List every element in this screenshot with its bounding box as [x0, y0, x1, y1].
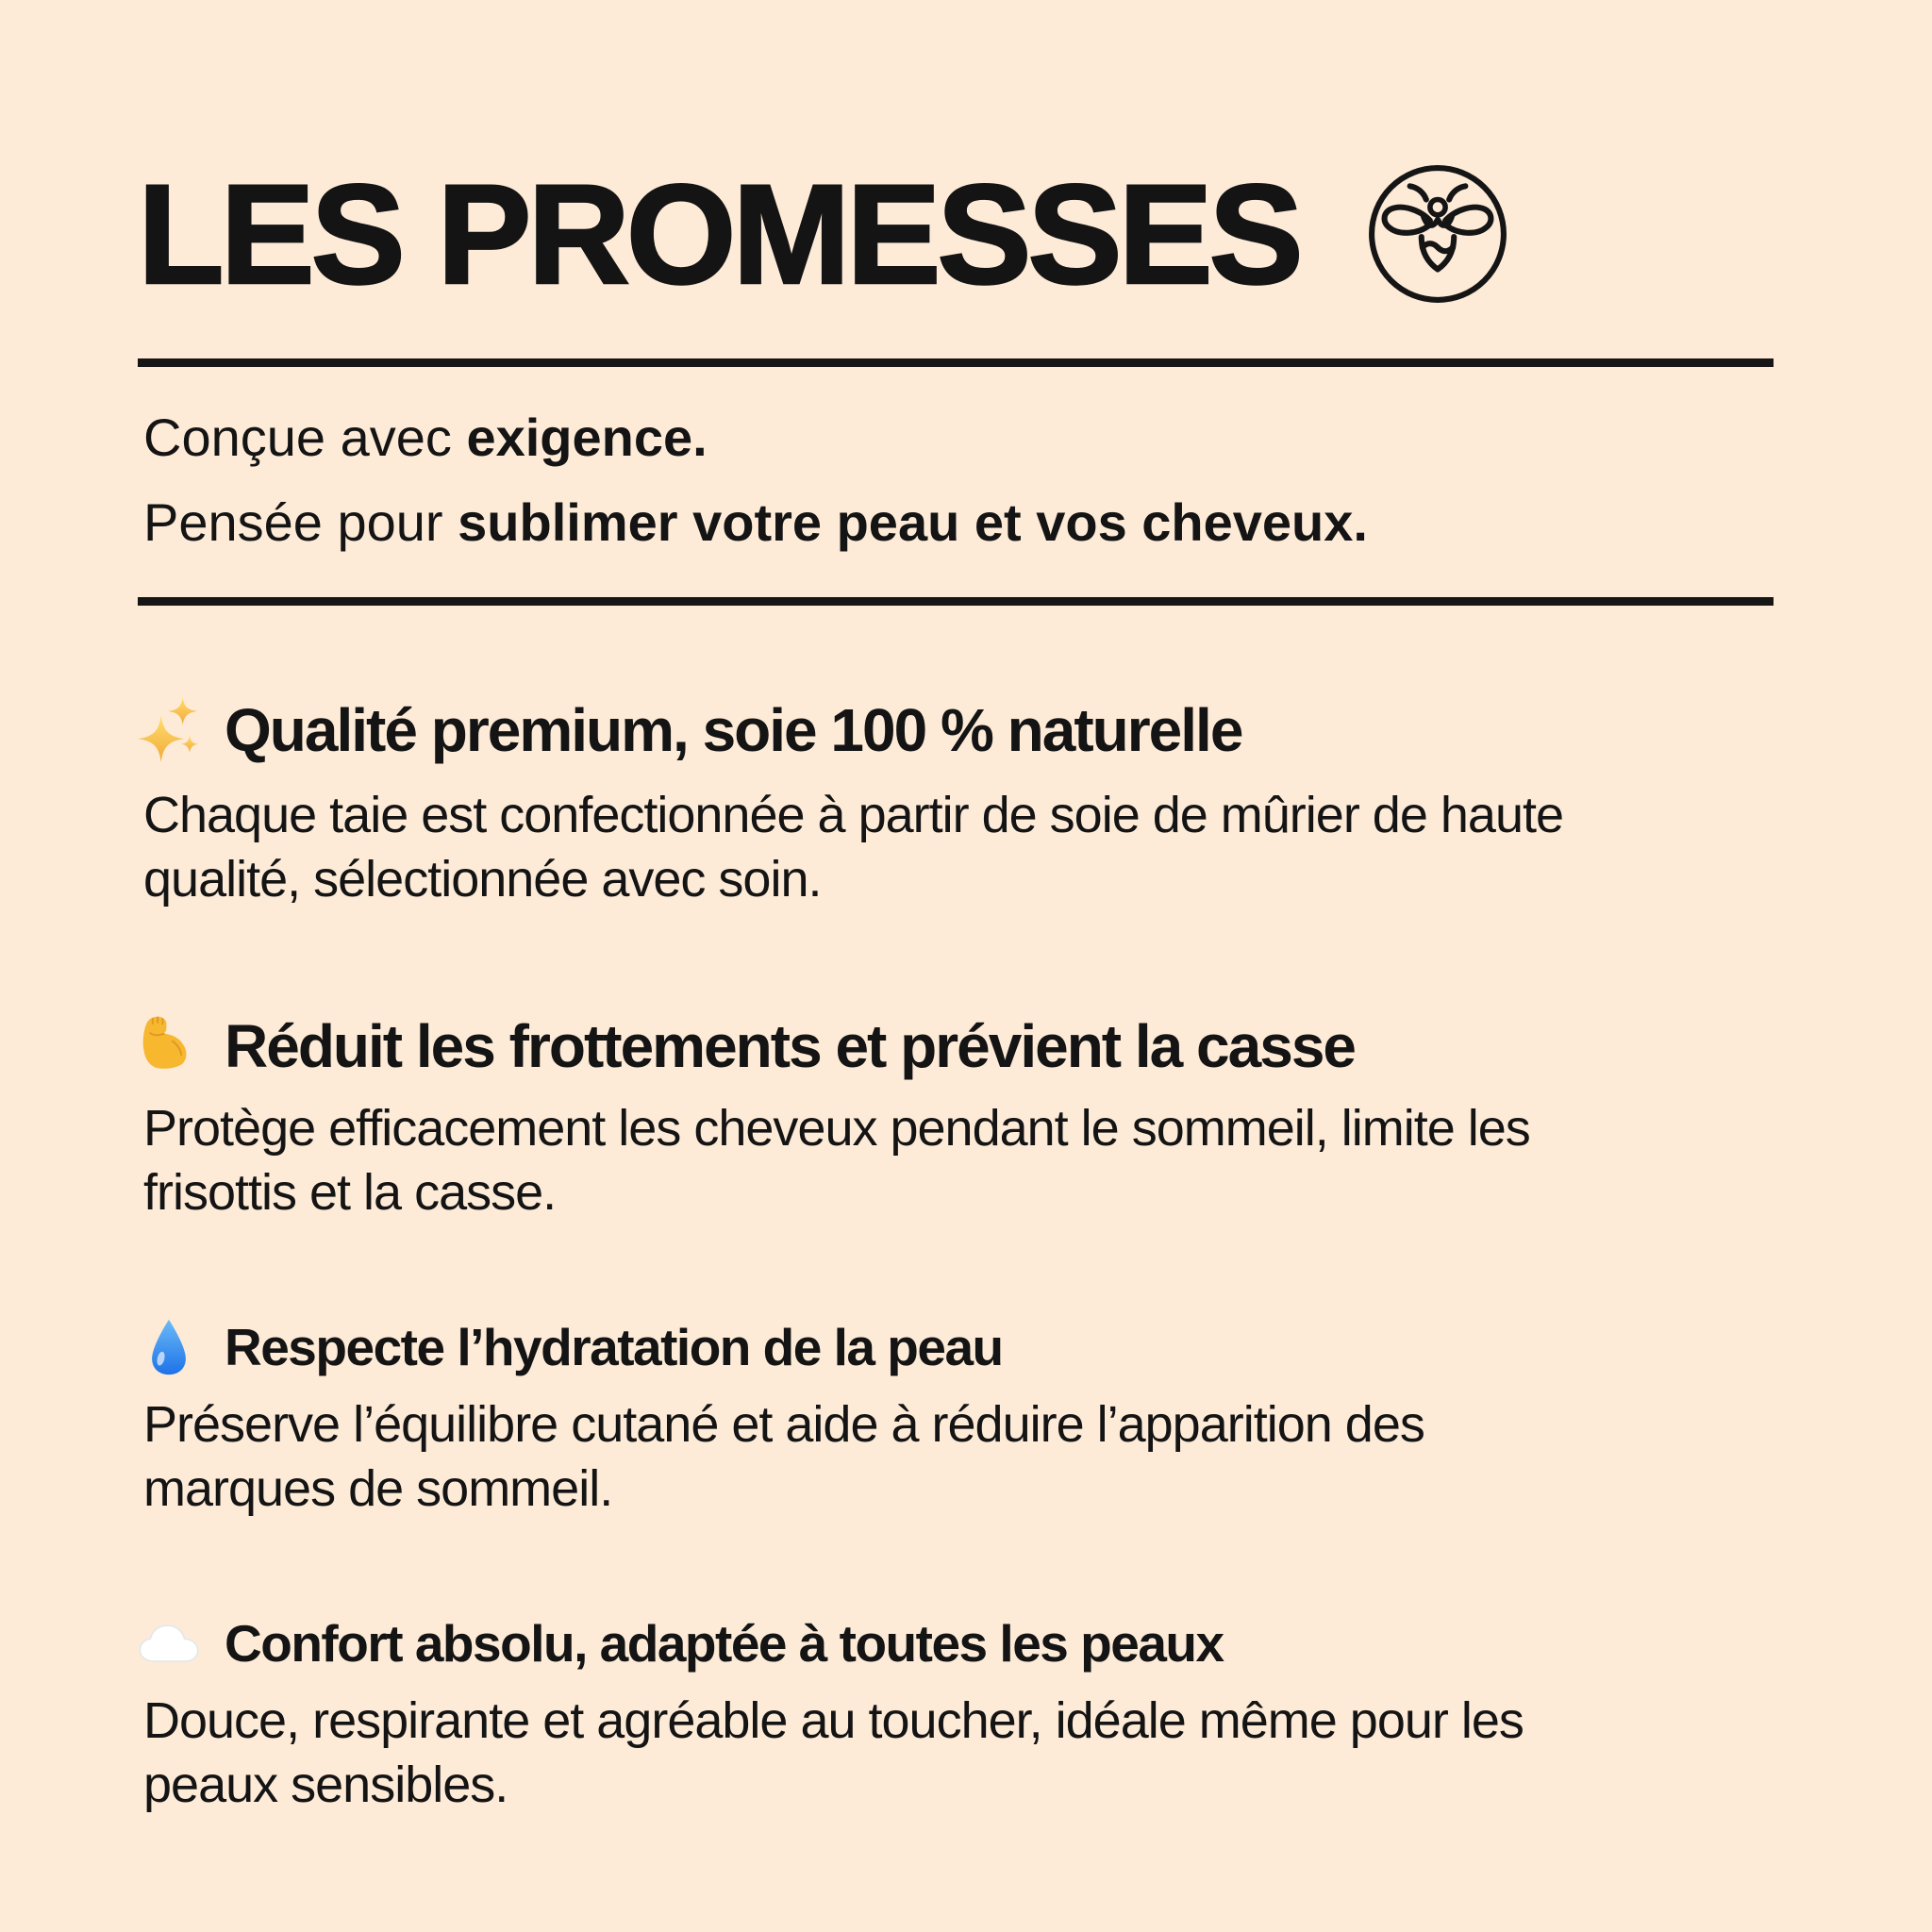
droplet-icon: [138, 1317, 200, 1377]
intro-line-1: Conçue avec exigence.: [143, 408, 708, 467]
section-heading: Confort absolu, adaptée à toutes les peaux: [225, 1614, 1224, 1673]
section-heading: Respecte l’hydratation de la peau: [225, 1318, 1003, 1376]
section-body: [138, 783, 1774, 911]
header: [138, 155, 1774, 313]
section-body-line: Chaque taie est confectionnée à partir de soie de mûrier de haute: [143, 787, 1564, 843]
cloud-icon: [138, 1622, 200, 1665]
section-body-line: marques de sommeil.: [143, 1460, 613, 1517]
benefit-section-comfort: [138, 1613, 1774, 1817]
divider-bottom: [138, 597, 1774, 606]
section-heading: Qualité premium, soie 100 % naturelle: [225, 696, 1242, 764]
section-body: [138, 1096, 1774, 1224]
sparkles-icon: [138, 692, 200, 768]
section-body-line: qualité, sélectionnée avec soin.: [143, 851, 822, 908]
flexed-biceps-icon: [138, 1015, 200, 1077]
benefit-section-quality: [138, 692, 1774, 911]
divider-top: [138, 358, 1774, 367]
benefit-section-friction: [138, 1011, 1774, 1224]
section-body: [138, 1689, 1774, 1817]
section-body-line: frisottis et la casse.: [143, 1164, 557, 1221]
intro-text: [138, 367, 1774, 597]
section-body: [138, 1392, 1774, 1521]
section-body-line: peaux sensibles.: [143, 1757, 508, 1813]
section-body-line: Préserve l’équilibre cutané et aide à réduire l’apparition des: [143, 1396, 1424, 1453]
bee-logo-icon: [1366, 162, 1509, 306]
section-body-line: Protège efficacement les cheveux pendant le sommeil, limite les: [143, 1100, 1530, 1157]
benefit-section-hydration: [138, 1317, 1774, 1521]
page-title: LES PROMESSES: [138, 155, 1300, 313]
intro-line-2: Pensée pour sublimer votre peau et vos cheveux.: [143, 492, 1368, 552]
section-heading: Réduit les frottements et prévient la casse: [225, 1012, 1355, 1080]
section-body-line: Douce, respirante et agréable au toucher, idéale même pour les: [143, 1692, 1524, 1749]
